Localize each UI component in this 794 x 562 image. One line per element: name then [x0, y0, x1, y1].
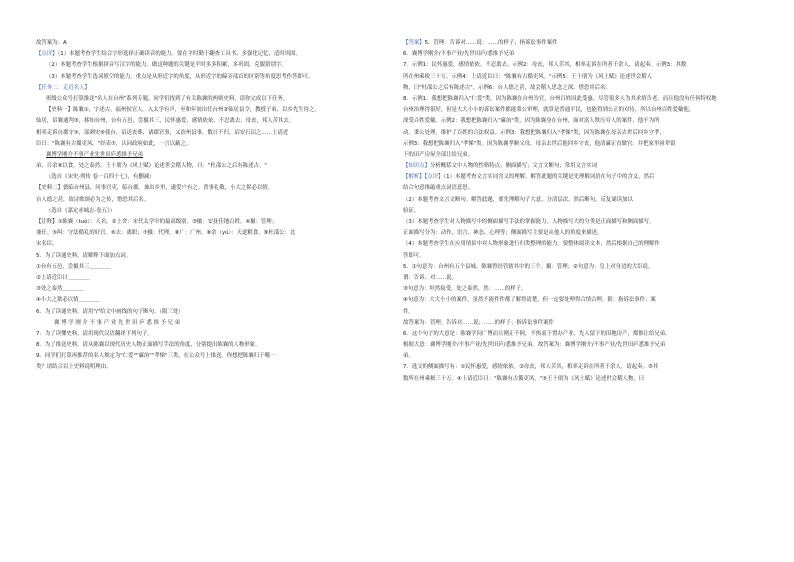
line-text: 根据大意：襄博学刚介/不事产业/先世田庐/悉推予兄弟。故答案为：襄博学刚介/不事产业/先世田庐悉推予兄弟 [403, 342, 666, 349]
text-line [403, 94, 759, 105]
text-line [36, 72, 392, 83]
text-line [403, 340, 759, 351]
text-line [36, 116, 392, 127]
line-text: （3）本题考查学生对人物描写中的侧面描写手法的掌握能力。人物描写大的分类是正面描写和侧面描写。 [403, 219, 655, 225]
text-line [36, 239, 392, 250]
line-text: 7．为了读懂史料，请用现代汉语翻译下列句子。 [36, 330, 153, 337]
text-line [403, 295, 759, 306]
line-text: 故答案为：A [36, 40, 67, 46]
line-text: 5．为了读通史料，请解释下面加点词。 [36, 252, 132, 259]
text-line [403, 362, 759, 373]
line-text: 故答案为：管理；告诉对……说；……的样子；指诉讼事件案件 [403, 319, 554, 326]
line-text: （选自《嘉定赤城志·卷五》） [46, 207, 116, 214]
line-text: 5．管理：告诉对……说：……的样子；指诉讼事件案件 [424, 40, 558, 46]
line-text: （3）本题考查学生选词填空的能力。重点是从形近字的角度，从形近字的偏旁部首的区别等角度思考作答即可。 [46, 73, 314, 80]
text-line [36, 318, 392, 329]
text-line [36, 228, 392, 239]
line-text: 【注释】①陈襄（tuò）：人名。②上舍：宋代太学中的最高级别。③摄：安抚佳地百姓。④摄：管理； [36, 219, 278, 225]
line-text: （1）本题考查学生结合字形选择正确读音的能力。要在平时勤于翻查工具书，多强化记忆，适时巩固。 [57, 51, 301, 58]
section-tag: 【知识点】 [403, 163, 430, 170]
line-text: 动，秉公处理，维护了百姓的合法权益。示例3：我想把陈襄归入"孝悌"类，因为陈襄在母亲去世后回乡守孝， [403, 129, 665, 136]
line-text: 台州治理得很好，但是大大小小的诉讼案件都能秉公审理，就算是普通平民，也能得到公正的对待。所以台州百姓爱戴他， [403, 107, 695, 114]
line-text: 8．为了推送史料，请从陈襄以现代历史人物正面描写手法的角度，分别提出陈襄的人物形象。 [36, 342, 261, 349]
text-line [403, 183, 759, 194]
line-text: 7．选文的侧面描写有：①民怀惠爱，感情依依。②母丧，邦人苦其，相率走诉在所者千余人，请起奏。③其 [403, 364, 659, 371]
section-tag: 【解析】【点评】 [403, 174, 444, 181]
text-line [36, 295, 392, 306]
line-text: 7．示例1：民怀惠爱，感情依依，不忍离去。示例2：母丧，邦人苦其，相率走诉在所者千余人，请起奏。示例3：其数 [403, 62, 687, 69]
line-text: ②上请近臣曰＿＿＿＿ [36, 274, 90, 281]
text-line [403, 351, 759, 362]
section-tag: 【任务二：走近名人】 [36, 84, 90, 91]
text-line [403, 239, 759, 250]
text-line [403, 49, 759, 60]
text-line [36, 161, 392, 172]
text-line [403, 83, 759, 94]
text-line [36, 251, 392, 262]
line-text: 下的田产房屋全部让给兄弟。 [403, 151, 474, 158]
text-line [36, 307, 392, 318]
line-text: 类？请结合以上史料说明理由。 [36, 364, 112, 371]
text-line [403, 161, 759, 172]
line-text: 弟，日余⑧以食，处之泰然。王十朋为《风土赋》论述世会稽人物，曰："杜邵公之后有陈述古。" [36, 163, 267, 170]
text-line [36, 150, 392, 161]
text-line [403, 60, 759, 71]
line-text: （1）本题考查文言实词含义的理解。解答此题的关键是先理解词语在句子中的含义，然后 [443, 174, 655, 181]
text-line [403, 195, 759, 206]
line-text: 正面描写分为：动作、语言、神态、心理等；侧面描写主要是从他人的角度来描述。 [403, 230, 603, 237]
text-line [36, 206, 392, 217]
line-text: 分析概括文中人物的性格特点；侧面描写；文言文断句；常用文言实词 [429, 163, 598, 170]
line-text: 物，曰"杜邵公之后有陈述古"。示例6：台人德之甚，故会稽人思念之深，惜恐其后名。 [403, 84, 611, 91]
line-text: 6．为了读通史料，请用"/"给文中画线的句子断句。（限三处） [36, 308, 184, 315]
text-line [36, 362, 392, 373]
line-text: 9．同学们打算再推荐的名人规定为"仁爱""廉治""孝悌"三类，在公众号上推送。你想把陈襄归于哪一 [36, 353, 276, 360]
text-line [403, 139, 759, 150]
line-text: ①台有五邑，尝摄其三＿＿＿＿ [36, 263, 111, 270]
left-column [36, 38, 392, 374]
text-line [36, 340, 392, 351]
line-text: 8．示例1：我想把陈襄归入"仁爱"类。因为陈襄在台州为官，台州百姓因此受惠。尽管很多人为其求情告老，而且他没有任何特权地 [403, 95, 717, 102]
text-line [36, 351, 392, 362]
line-text: 验证。 [403, 207, 420, 214]
text-line [403, 150, 759, 161]
line-text: 弟。 [403, 353, 414, 360]
line-text: 所在州乘税三十万。示例4：上请近臣曰："陈襄有古循吏风。"示例5：王十朋为《风土赋》论述世会稽人 [403, 73, 653, 80]
right-column [403, 38, 759, 385]
line-text: （2）本题考查学生根据拼音写汉字的能力。做这种题的关键是平时多多积累，多巩固，克服错别字。 [46, 62, 287, 69]
line-text: 仙居，诏襄通判③，移知台州，台有五邑，尝摄其三，民怀惠爱，感情依依，不忍离去。母丧，邦人苦其去。 [36, 118, 295, 125]
line-text: 5．①句意为：台州有五个县城，陈襄曾经管辖其中的三个。摄：管理；②句意为：皇上对身边的大臣说。 [403, 263, 654, 270]
section-tag: 【答案】 [403, 40, 425, 46]
line-text: 6．这个句子的大意是：陈襄学问广博而且刚正不阿，不热衷于置办产业，先人留下的田地房产，都推让给兄弟。 [403, 330, 671, 337]
line-text: ④句意为：大大小小的案件，虽然不能件件都了解得清楚，但一定要处理得合情合理。狱：指诉讼事件；案 [403, 297, 656, 304]
text-line [403, 307, 759, 318]
line-text: （4）本题考查学生在应用情景中对人物形象进行归类整理的能力。要整体阅读文本，然后根据自己的理解作 [403, 241, 660, 248]
line-text: 答即可。 [403, 252, 425, 259]
text-line [36, 329, 392, 340]
line-text: （2）本题考查文言文断句。解答此题，要先理解句子大意，分清层次，然后断句，反复诵读加以 [403, 196, 633, 203]
text-line [36, 273, 392, 284]
line-text: 结合句意推敲重点词语意思。 [403, 185, 474, 192]
line-text: 示例3：我想把陈襄归入"孝悌"类。因为陈襄孝顺父母，母亲去世后他回乡守丧，他清廉正直做官：并把家里祖辈留 [403, 140, 676, 147]
text-line [403, 262, 759, 273]
text-line [403, 38, 759, 49]
text-line [403, 172, 759, 183]
text-line [36, 105, 392, 116]
line-text: 深受百姓爱戴。示例2：我想把陈襄归入"廉治"类，因为陈襄身在台州，面对富人欺压穷人的案件，他不为所 [403, 118, 660, 125]
line-text: 谓：告诉；对……说。 [403, 274, 457, 281]
text-line [403, 273, 759, 284]
text-line [403, 128, 759, 139]
line-text: 班级公众号打算推送"名人在台州"系列专题，同学们找到了有关陈襄的两则史料，请你完成以下任务。 [46, 95, 289, 102]
text-line [36, 49, 392, 60]
line-text: 数所在州乘税三十万。④上请近臣曰："陈襄有古循吏风。"⑤王十朋为《风土赋》论述世会稽人物，曰 [403, 375, 645, 382]
text-line [36, 94, 392, 105]
line-text: ④小大之狱必以情＿＿＿＿ [36, 297, 101, 304]
text-line [36, 83, 392, 94]
text-line [36, 139, 392, 150]
line-text: 兼任。⑤纠：守法循礼的好官。⑥去：离职；⑦摄：代理。⑧广：广州。⑧余（yú）：天道粮食。⑨杜邵公：北 [36, 230, 296, 237]
line-text: 宋名臣。 [36, 241, 58, 248]
text-line [403, 217, 759, 228]
text-line [36, 284, 392, 295]
text-line [36, 38, 392, 49]
line-text: 相率走诉台郡守⑤，部刺史⑥使台，诏送丧葬，诸郡官事，又治州县事，数日不归，诏安石诏之……上请近 [36, 129, 289, 136]
text-line [403, 374, 759, 385]
line-text: （选自《宋史·列传 卷一百四十七》，有删减） [46, 174, 155, 181]
text-line [403, 72, 759, 83]
text-line [36, 128, 392, 139]
line-text: 件。 [403, 308, 414, 315]
line-text: 台人德之甚，故诗歌颂必为之传，惜恐其后名。 [36, 196, 150, 203]
text-line [36, 172, 392, 183]
text-line [36, 217, 392, 228]
text-line [36, 195, 392, 206]
text-line [36, 262, 392, 273]
text-line [403, 116, 759, 127]
text-line [403, 284, 759, 295]
line-text: 【史料一】陈襄①，字述古，福州侯官人。入太学有声，至和年间出任台州②仙居县令，教授子弟，以乡先生待之。 [46, 107, 320, 114]
text-line [403, 251, 759, 262]
text-line [403, 318, 759, 329]
line-text: 襄 博 学 刚 介 不 事 产 业 先 世 田 庐 悉 推 予 兄 弟 [54, 319, 181, 326]
line-text: 襄博学刚介不事产业先世田庐悉推予兄弟 [46, 151, 144, 158]
text-line [36, 183, 392, 194]
text-line [403, 105, 759, 116]
line-text: 6．襄博学刚介/不事产业/先世田庐/悉推予兄弟 [403, 51, 515, 58]
text-line [36, 60, 392, 71]
section-tag: 【点评】 [36, 51, 58, 58]
text-line [403, 329, 759, 340]
line-text: ③处之泰然＿＿＿＿ [36, 286, 84, 293]
text-line [403, 228, 759, 239]
line-text: 【史料二】德临台州县，问事官吏，临台郡。兼出乡里，遂爱户有之。普事礼敬，小大之狱必以情。 [36, 185, 274, 192]
line-text: 臣曰："陈襄有古循吏风。"经表⑦，认同政府如此，一言以蔽之。 [36, 140, 192, 147]
text-line [403, 206, 759, 217]
line-text: ③句意为：坦然接受，处之泰然。然：……的样子。 [403, 286, 527, 293]
